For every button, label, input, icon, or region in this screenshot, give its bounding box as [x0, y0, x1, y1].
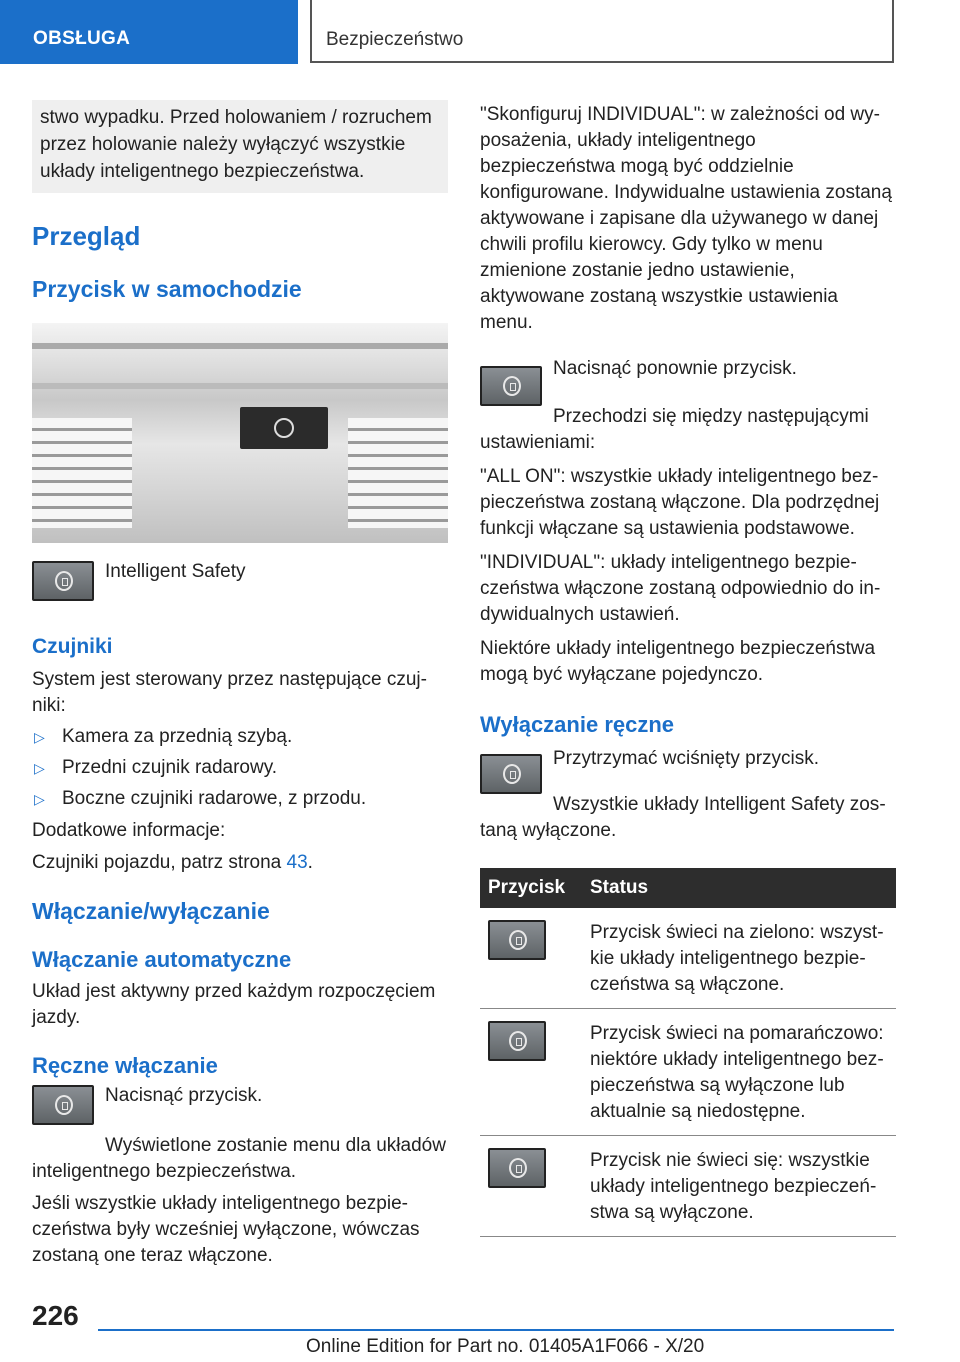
press-again-row: Nacisnąć ponownie przycisk.: [480, 358, 896, 402]
footer-divider: [98, 1329, 894, 1331]
table-row: [480, 908, 896, 1009]
note-text: stwo wypadku. Przed holowaniem / rozruchem przez holowanie należy wyłączyć wszystkie układy inteligentnego bezpieczeństwa.: [40, 107, 432, 182]
switches-text: Przechodzi się między następującymi ustawieniami:: [480, 406, 869, 453]
triangle-right-icon: ▷: [34, 729, 45, 745]
triangle-right-icon: ▷: [34, 791, 45, 807]
list-item: ▷ Kamera za przednią szybą.: [32, 724, 448, 750]
heading-auto: Włączanie automatyczne: [32, 947, 292, 972]
table-row: [480, 1009, 896, 1136]
heading-overview: Przegląd: [32, 221, 141, 251]
intelligent-safety-icon: [480, 366, 542, 406]
intelligent-safety-icon: [274, 418, 294, 438]
heading-button: Przycisk w samochodzie: [32, 276, 302, 302]
table-cell-icon: [480, 908, 582, 1009]
air-vent-left: [32, 418, 132, 528]
table-cell-status: Przycisk nie świeci się: wszystkie układy inteligentnego bezpieczeństwa są wyłączone.: [582, 1136, 896, 1237]
page-link[interactable]: 43: [286, 852, 308, 873]
table-cell-icon: [480, 1009, 582, 1136]
air-vent-right: [348, 418, 448, 528]
intelligent-safety-icon: [32, 561, 94, 601]
heading-manual-off: Wyłączanie ręczne: [480, 712, 675, 737]
manual-menu-text: Wyświetlone zostanie menu dla układów inteligentnego bezpieczeństwa.: [32, 1135, 446, 1182]
page-number: 226: [32, 1300, 79, 1331]
section-label: OBSŁUGA: [33, 28, 131, 49]
section-tab: [0, 0, 298, 64]
table-row: [480, 1136, 896, 1237]
triangle-right-icon: ▷: [34, 760, 45, 776]
table-cell-status: Przycisk świeci na pomarańczowo: niektóre układy inteligentnego bezpieczeństwa są wyłączone lub aktualnie są niedostępne.: [582, 1009, 896, 1136]
auto-text: Układ jest aktywny przed każdym rozpoczęciem jazdy.: [32, 981, 436, 1028]
topic-label: Bezpieczeństwo: [326, 29, 464, 50]
individual-text: "Skonfiguruj INDIVIDUAL": w zależności od wyposażenia, układy inteligentnego bezpieczeństwa mogą być oddzielnie konfigurowane. Indywidualne ustawienia zostaną aktywowane i zapisane dla używanego w danej chwili profilu kierowcy. Gdy tylko w menu zmienione zostanie jedno ustawienie, aktywowane zostaną wszystkie ustawienia menu.: [480, 104, 892, 333]
intelligent-safety-icon: [488, 920, 546, 960]
sensor-reference: Czujniki pojazdu, patrz strona 43.: [32, 852, 313, 873]
car-button-photo: [32, 323, 448, 543]
all-off-text: Wszystkie układy Intelligent Safety zostaną wyłączone.: [480, 794, 886, 841]
more-info: Dodatkowe informacje:: [32, 820, 226, 841]
sensor-list: [32, 724, 448, 812]
heading-on-off: Włączanie/wyłączanie: [32, 898, 270, 924]
table-cell-status: Przycisk świeci na zielono: wszystkie układy inteligentnego bezpieczeństwa są włączone.: [582, 908, 896, 1009]
edition-footer: Online Edition for Part no. 01405A1F066 - X/20: [306, 1336, 705, 1357]
hold-row: Przytrzymać wciśnięty przycisk.: [480, 748, 896, 792]
intelligent-safety-icon: [480, 754, 542, 794]
manual-previous-text: Jeśli wszystkie układy inteligentnego bezpieczeństwa były wcześniej wyłączone, wówczas zostaną one teraz włączone.: [32, 1193, 420, 1266]
column-header-status: Status: [582, 868, 896, 908]
some-off-text: Niektóre układy inteligentnego bezpieczeństwa mogą być wyłączane pojedynczo.: [480, 638, 876, 685]
heading-manual-on: Ręczne włączanie: [32, 1053, 218, 1078]
intelligent-safety-icon: [488, 1148, 546, 1188]
intelligent-safety-icon: [32, 1085, 94, 1125]
left-column: [32, 100, 448, 1269]
intelligent-safety-button-photo: [240, 407, 328, 449]
column-header-button: Przycisk: [480, 868, 582, 908]
list-item: ▷ Boczne czujniki radarowe, z przodu.: [32, 786, 448, 812]
individual-on-text: "INDIVIDUAL": układy inteligentnego bezpieczeństwa włączone zostaną odpowiednio do indywidualnych ustawień.: [480, 552, 881, 625]
list-item: ▷ Przedni czujnik radarowy.: [32, 755, 448, 781]
status-table: [480, 868, 896, 1237]
right-column: [480, 100, 896, 1237]
table-cell-icon: [480, 1136, 582, 1237]
heading-sensors: Czujniki: [32, 635, 113, 658]
sensors-intro: System jest sterowany przez następujące czujniki:: [32, 669, 427, 716]
manual-on-row: Nacisnąć przycisk.: [32, 1085, 448, 1129]
topic-header: [310, 0, 894, 63]
button-caption: Intelligent Safety: [105, 561, 246, 582]
intelligent-safety-icon: [488, 1021, 546, 1061]
button-caption-row: [32, 561, 448, 605]
warning-note: [32, 100, 448, 193]
all-on-text: "ALL ON": wszystkie układy inteligentnego bezpieczeństwa zostaną włączone. Dla podrzędnej funkcji włączane są ustawienia podstawowe.: [480, 466, 880, 539]
